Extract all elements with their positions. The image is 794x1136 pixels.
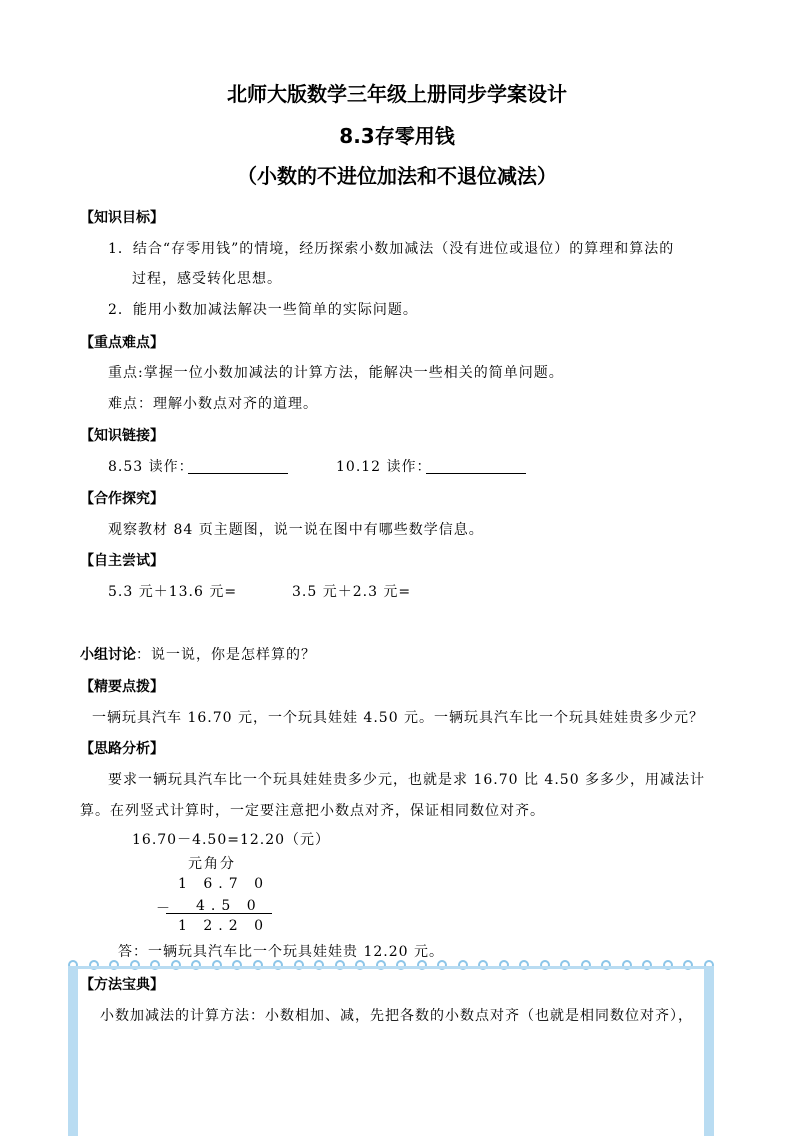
- vertical-subtrahend: 4.5 0: [196, 898, 262, 914]
- document-title: 北师大版数学三年级上册同步学案设计: [227, 82, 567, 106]
- analysis-line-1: 要求一辆玩具汽车比一个玩具娃娃贵多少元，也就是求 16.70 比 4.50 多多少，用减法计: [108, 772, 706, 788]
- section-heading-method: 【方法宝典】: [80, 977, 164, 993]
- reading-prompt-2: 10.12 读作：: [336, 459, 432, 475]
- try-expression-1: 5.3 元＋13.6 元=: [108, 584, 238, 600]
- section-heading-tips: 【精要点拨】: [80, 679, 164, 695]
- vertical-sum-line: [166, 913, 272, 914]
- section-heading-goals: 【知识目标】: [80, 210, 164, 226]
- group-discussion: [80, 644, 316, 664]
- answer-blank-2[interactable]: [426, 473, 526, 474]
- lesson-title: 8.3存零用钱: [339, 124, 455, 148]
- analysis-equation: 16.70－4.50=12.20（元）: [132, 832, 331, 848]
- focus-point: 重点:掌握一位小数加减法的计算方法，能解决一些相关的简单问题。: [108, 365, 564, 381]
- section-heading-analysis: 【思路分析】: [80, 741, 164, 757]
- tips-problem: 一辆玩具汽车 16.70 元，一个玩具娃娃 4.50 元。一辆玩具汽车比一个玩具娃娃贵多少元？: [92, 710, 705, 726]
- method-text: 小数加减法的计算方法：小数相加、减，先把各数的小数点对齐（也就是相同数位对齐），: [100, 1008, 693, 1024]
- vertical-minuend: 1 6.7 0: [178, 876, 269, 892]
- section-heading-explore: 【合作探究】: [80, 491, 164, 507]
- section-heading-key-points: 【重点难点】: [80, 335, 164, 351]
- analysis-line-2: 算。在列竖式计算时，一定要注意把小数点对齐，保证相同数位对齐。: [80, 803, 545, 819]
- answer-blank-1[interactable]: [188, 473, 288, 474]
- lesson-subtitle: （小数的不进位加法和不退位减法）: [237, 164, 557, 188]
- goal-item-1-line-2: 过程，感受转化思想。: [132, 271, 282, 287]
- vertical-units-header: 元角分: [188, 856, 236, 872]
- section-heading-knowledge-link: 【知识链接】: [80, 428, 164, 444]
- vertical-result: 1 2.2 0: [178, 918, 269, 934]
- difficulty-point: 难点：理解小数点对齐的道理。: [108, 396, 318, 412]
- method-box-frame: [68, 966, 714, 1136]
- minus-sign: －: [156, 901, 176, 917]
- discussion-label: 小组讨论: [80, 647, 136, 663]
- analysis-answer: 答：一辆玩具汽车比一个玩具娃娃贵 12.20 元。: [118, 944, 444, 960]
- discussion-text: ：说一说，你是怎样算的？: [136, 647, 316, 663]
- reading-prompt-1: 8.53 读作：: [108, 459, 194, 475]
- try-expression-2: 3.5 元＋2.3 元=: [292, 584, 412, 600]
- goal-item-1-line-1: 1．结合“存零用钱”的情境，经历探索小数加减法（没有进位或退位）的算理和算法的: [108, 241, 675, 257]
- explore-text: 观察教材 84 页主题图，说一说在图中有哪些数学信息。: [108, 522, 484, 538]
- section-heading-try: 【自主尝试】: [80, 553, 164, 569]
- goal-item-2: 2．能用小数加减法解决一些简单的实际问题。: [108, 302, 418, 318]
